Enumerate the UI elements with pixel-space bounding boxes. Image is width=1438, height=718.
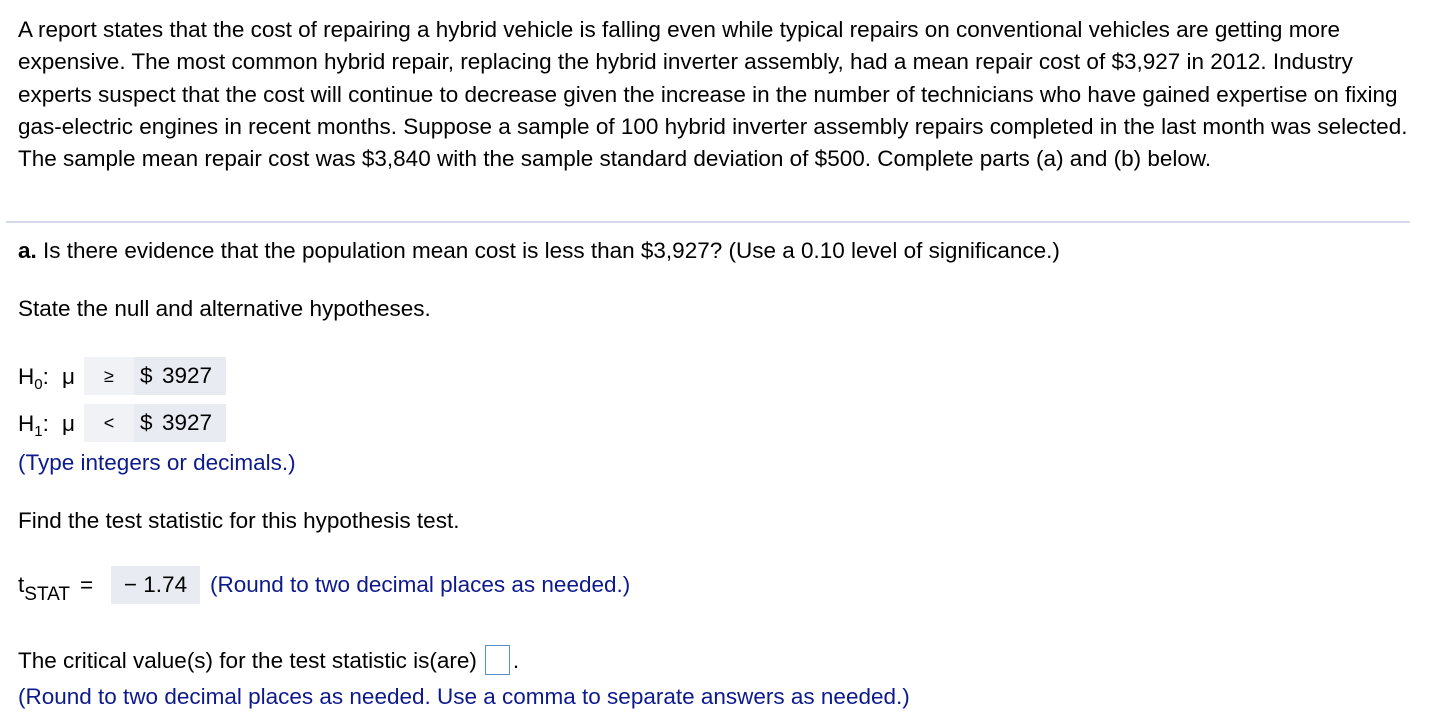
h0-value-input[interactable] xyxy=(134,357,226,395)
h0-mu-symbol: μ xyxy=(62,364,75,389)
h0-colon: : xyxy=(42,364,49,389)
question-intro: A report states that the cost of repairing a hybrid vehicle is falling even while typical repairs on conventional vehicles are getting more expensive. The most common hybrid repair, replacing the hybrid inverter assembly, had a mean repair cost of $3,927 in 2012. Industry experts suspect that the cost will continue to decrease given the increase in the number of technicians who have gained expertise on fixing gas-electric engines in recent months. Suppose a sample of 100 hybrid inverter assembly repairs completed in the last month was selected. The sample mean repair cost was $3,840 with the sample standard deviation of $500. Complete parts (a) and (b) below. xyxy=(18,17,1408,172)
tstat-hint: (Round to two decimal places as needed.) xyxy=(210,572,631,597)
h0-value: 3927 xyxy=(162,363,213,388)
hypotheses-prompt: State the null and alternative hypotheses. xyxy=(18,296,431,321)
test-statistic-prompt: Find the test statistic for this hypothesis test. xyxy=(18,508,460,533)
part-a-question-text: Is there evidence that the population mean cost is less than $3,927? (Use a 0.10 level of significance.) xyxy=(43,238,1060,263)
null-hypothesis-label xyxy=(18,363,49,391)
h1-dollar-sign: $ xyxy=(140,410,153,435)
h1-value-input[interactable] xyxy=(134,404,226,442)
hypotheses-hint: (Type integers or decimals.) xyxy=(18,450,296,475)
critical-value-input[interactable] xyxy=(485,645,510,675)
h0-letter: H xyxy=(18,364,35,389)
critical-value-period: . xyxy=(512,648,520,673)
section-divider xyxy=(6,221,1410,223)
h0-subscript: 0 xyxy=(34,376,43,393)
critical-value-row xyxy=(18,645,519,675)
h1-colon: : xyxy=(42,411,49,436)
tstat-letter: t xyxy=(18,572,25,597)
tstat-subscript: STAT xyxy=(24,584,71,605)
alternative-hypothesis-label xyxy=(18,410,49,438)
part-a-question xyxy=(18,237,1060,265)
tstat-equals: = xyxy=(80,572,94,597)
tstat-value-input[interactable]: − 1.74 xyxy=(111,566,200,604)
h1-operator-dropdown[interactable]: < xyxy=(84,404,134,442)
tstat-label xyxy=(18,571,71,605)
h1-letter: H xyxy=(18,411,35,436)
h0-operator-dropdown[interactable]: ≥ xyxy=(84,357,134,395)
part-a-label: a. xyxy=(18,238,37,263)
h1-subscript: 1 xyxy=(34,423,43,440)
h0-dollar-sign: $ xyxy=(140,363,153,388)
h1-value: 3927 xyxy=(162,410,213,435)
critical-value-prompt: The critical value(s) for the test statistic is(are) xyxy=(18,648,477,673)
critical-value-hint: (Round to two decimal places as needed. Use a comma to separate answers as needed.) xyxy=(18,684,910,709)
h1-mu-symbol: μ xyxy=(62,411,75,436)
